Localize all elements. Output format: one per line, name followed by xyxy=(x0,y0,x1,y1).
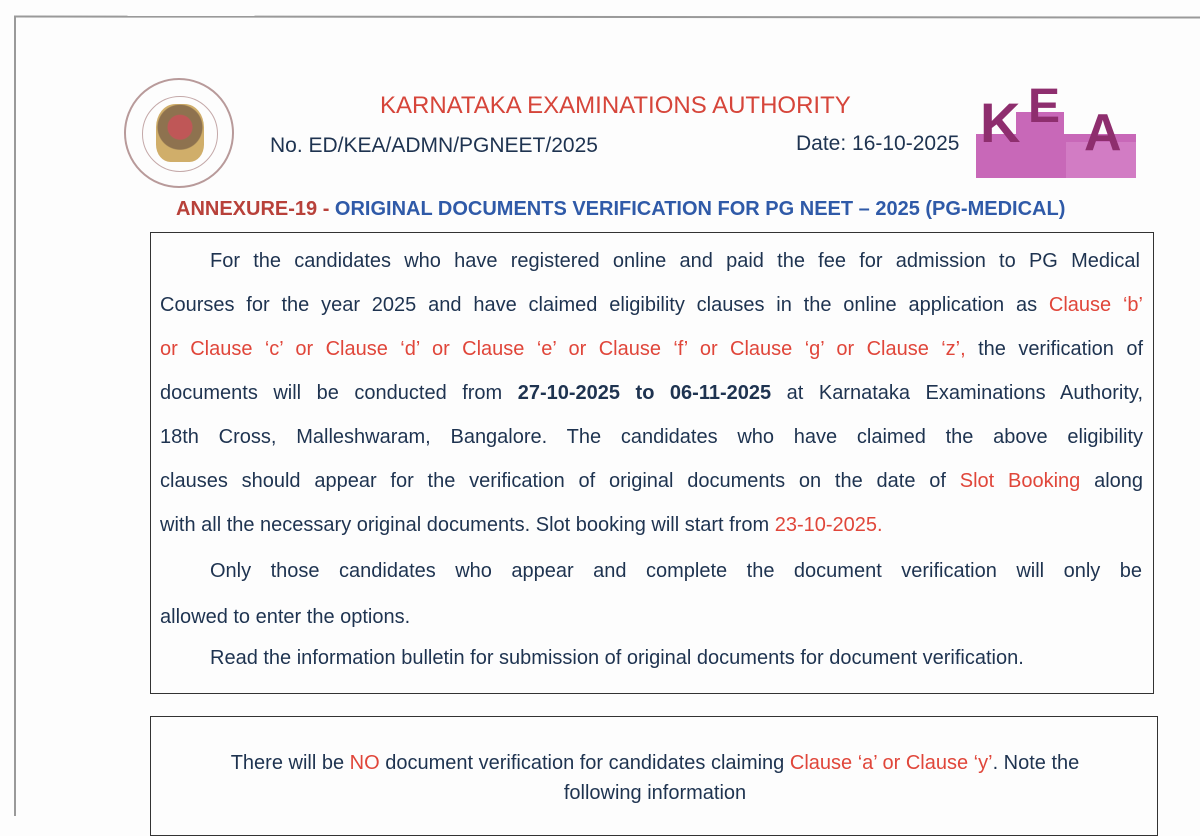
text-segment: 18th Cross, Malleshwaram, Bangalore. The candidates who have claimed the above eligibility xyxy=(160,426,1143,448)
text-segment: with all the necessary original documents. Slot booking will start from xyxy=(160,514,775,536)
annexure-title xyxy=(176,198,1065,221)
annexure-number: ANNEXURE-19 - xyxy=(176,198,335,220)
page-edge-left xyxy=(14,16,16,816)
organization-name: KARNATAKA EXAMINATIONS AUTHORITY xyxy=(380,92,851,119)
government-seal xyxy=(124,78,234,188)
text-segment: document verification for candidates claiming xyxy=(379,752,790,774)
paragraph-line xyxy=(160,338,1143,361)
paragraph-line xyxy=(210,560,1142,583)
text-segment: For the candidates who have registered online and paid the fee for admission to PG Medical xyxy=(210,250,1140,272)
highlighted-text: or Clause ‘c’ or Clause ‘d’ or Clause ‘e’ or Clause ‘f’ or Clause ‘g’ or Clause ‘z’, xyxy=(160,338,966,360)
text-segment: Read the information bulletin for submission of original documents for document verification. xyxy=(210,647,1024,669)
text-segment: Only those candidates who appear and complete the document verification will only be xyxy=(210,560,1142,582)
text-segment: along xyxy=(1080,470,1144,492)
paragraph-line xyxy=(210,250,1140,273)
highlighted-text: Slot Booking xyxy=(959,470,1081,492)
svg-text:K: K xyxy=(980,91,1021,154)
highlighted-text: Clause ‘a’ or Clause ‘y’ xyxy=(789,752,993,774)
text-segment: There will be xyxy=(230,752,350,774)
text-segment: allowed to enter the options. xyxy=(160,606,411,628)
text-segment: following information xyxy=(563,782,747,804)
notice-line xyxy=(150,782,1160,805)
paragraph-line xyxy=(160,606,410,629)
paragraph-line xyxy=(160,294,1143,317)
text-segment: clauses should appear for the verification of original documents on the date of xyxy=(160,470,960,492)
state-emblem-icon xyxy=(156,104,204,162)
page-edge-top xyxy=(14,15,1200,18)
svg-text:A: A xyxy=(1084,104,1122,162)
text-segment: at Karnataka Examinations Authority, xyxy=(771,382,1144,404)
paragraph-line xyxy=(160,382,1143,405)
reference-number: No. ED/KEA/ADMN/PGNEET/2025 xyxy=(270,134,598,157)
text-segment: documents will be conducted from xyxy=(160,382,518,404)
highlighted-text: 23-10-2025. xyxy=(774,514,883,536)
text-segment: the verification of xyxy=(965,338,1143,360)
kea-logo xyxy=(976,82,1136,178)
paragraph-line xyxy=(160,426,1143,449)
svg-text:E: E xyxy=(1028,82,1061,133)
text-segment: Courses for the year 2025 and have claimed eligibility clauses in the online application as xyxy=(160,294,1049,316)
paragraph-line xyxy=(160,514,883,537)
notice-line xyxy=(150,752,1160,775)
text-segment: . Note the xyxy=(992,752,1080,774)
annexure-heading: ORIGINAL DOCUMENTS VERIFICATION FOR PG NEET – 2025 (PG-MEDICAL) xyxy=(334,198,1066,220)
highlighted-text: NO xyxy=(349,752,380,774)
paragraph-line xyxy=(160,470,1143,493)
no-verification-notice-box xyxy=(150,716,1158,836)
document-date: Date: 16-10-2025 xyxy=(796,132,960,155)
bold-text: 27-10-2025 to 06-11-2025 xyxy=(517,382,772,404)
highlighted-text: Clause ‘b’ xyxy=(1048,294,1143,316)
paragraph-line xyxy=(210,647,1024,670)
